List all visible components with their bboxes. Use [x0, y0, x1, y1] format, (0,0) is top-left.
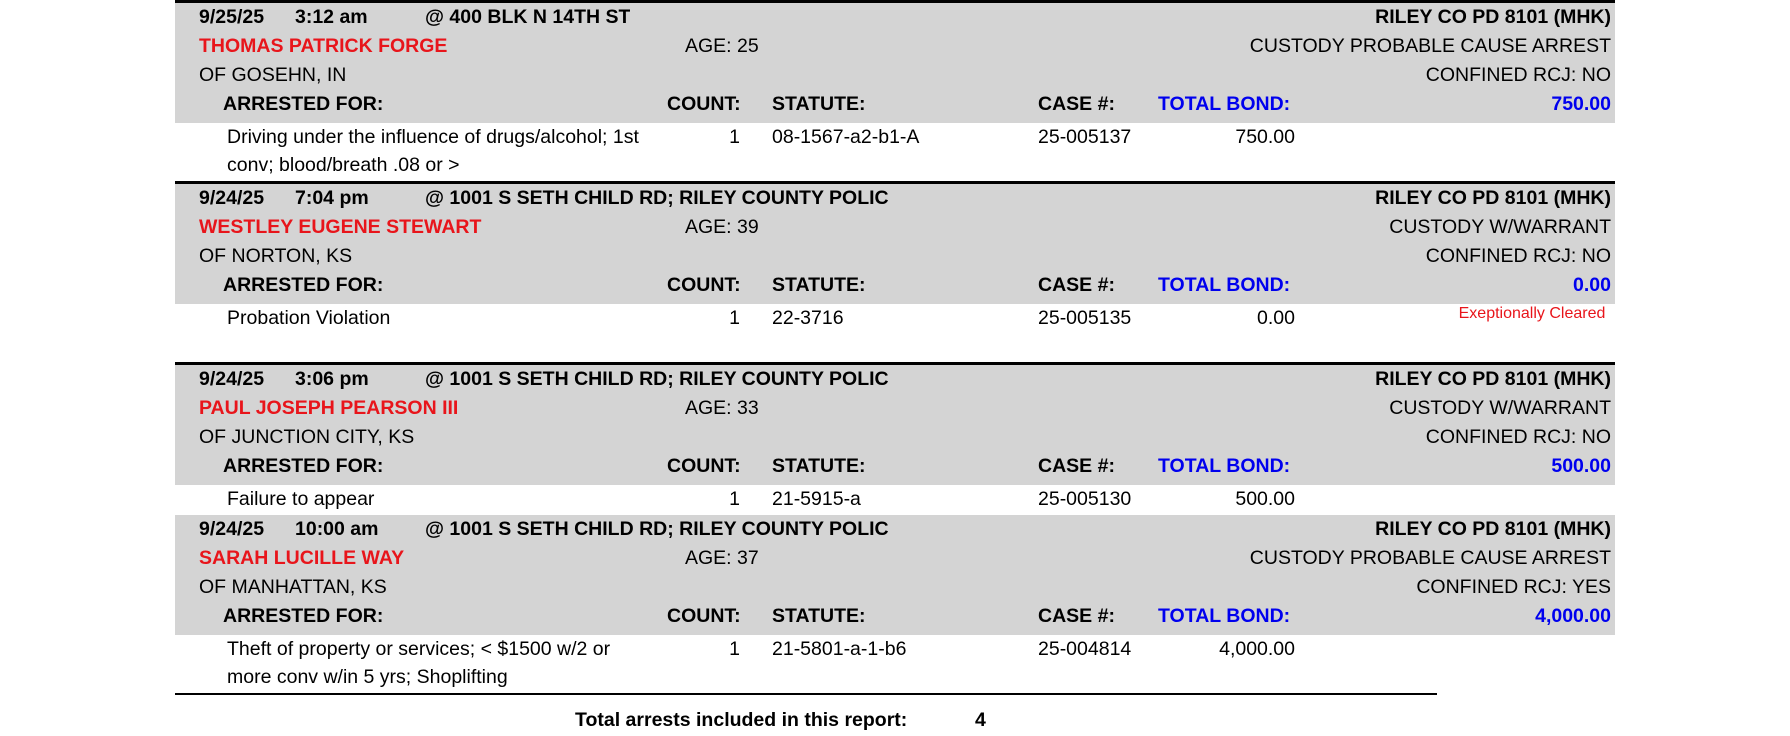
- arrestee-city: OF JUNCTION CITY, KS: [199, 426, 415, 448]
- charge-row: [175, 485, 1615, 515]
- total-bond-amount: 0.00: [1573, 274, 1611, 296]
- charge-count: 1: [729, 488, 740, 510]
- charge-statute: 21-5915-a: [772, 488, 861, 510]
- charge-case-number: 25-005137: [1038, 126, 1132, 148]
- charge-statute: 21-5801-a-1-b6: [772, 638, 907, 660]
- charge-count: 1: [729, 126, 740, 148]
- arrest-location: @ 1001 S SETH CHILD RD; RILEY COUNTY POLIC: [425, 518, 889, 540]
- label-statute: STATUTE:: [772, 455, 866, 477]
- arrest-agency: RILEY CO PD 8101 (MHK): [1375, 518, 1611, 540]
- label-total-bond: TOTAL BOND:: [1158, 455, 1291, 477]
- arrest-location: @ 1001 S SETH CHILD RD; RILEY COUNTY POLIC: [425, 368, 889, 390]
- charge-note: Exeptionally Cleared: [1458, 305, 1606, 322]
- charge-statute: 08-1567-a2-b1-A: [772, 126, 920, 148]
- arrestee-name: WESTLEY EUGENE STEWART: [199, 216, 482, 238]
- arrestee-name: THOMAS PATRICK FORGE: [199, 35, 448, 57]
- label-case: CASE #:: [1038, 455, 1115, 477]
- arrest-header: [175, 184, 1615, 304]
- arrest-time: 10:00 am: [295, 518, 379, 540]
- charge-description: Failure to appear: [227, 488, 375, 510]
- label-total-bond: TOTAL BOND:: [1158, 93, 1291, 115]
- arrest-time: 3:06 pm: [295, 368, 369, 390]
- arrest-agency: RILEY CO PD 8101 (MHK): [1375, 368, 1611, 390]
- charge-count: 1: [729, 307, 740, 329]
- arrest-type: CUSTODY W/WARRANT: [1389, 397, 1611, 419]
- arrestee-age: AGE: 37: [685, 547, 759, 569]
- total-bond-amount: 500.00: [1551, 455, 1611, 477]
- arrestee-city: OF MANHATTAN, KS: [199, 576, 387, 598]
- report-body: [175, 0, 1615, 735]
- confined-status: CONFINED RCJ: NO: [1425, 64, 1611, 86]
- charge-description: Driving under the influence of drugs/alcohol; 1st conv; blood/breath .08 or >: [227, 126, 639, 176]
- arrest-record: [175, 365, 1615, 515]
- arrest-record: [175, 184, 1615, 362]
- charge-bond: 0.00: [1257, 307, 1295, 329]
- arrestee-age: AGE: 39: [685, 216, 759, 238]
- arrestee-age: AGE: 25: [685, 35, 759, 57]
- arrest-record: [175, 3, 1615, 181]
- label-count: COUNT:: [667, 93, 741, 115]
- arrest-location: @ 400 BLK N 14TH ST: [425, 6, 631, 28]
- arrestee-city: OF NORTON, KS: [199, 245, 353, 267]
- total-bond-amount: 750.00: [1551, 93, 1611, 115]
- label-count: COUNT:: [667, 455, 741, 477]
- charge-case-number: 25-004814: [1038, 638, 1132, 660]
- confined-status: CONFINED RCJ: NO: [1425, 426, 1611, 448]
- label-arrested-for: ARRESTED FOR:: [223, 605, 384, 627]
- arrest-type: CUSTODY W/WARRANT: [1389, 216, 1611, 238]
- label-statute: STATUTE:: [772, 274, 866, 296]
- charge-bond: 4,000.00: [1219, 638, 1295, 660]
- arrest-location: @ 1001 S SETH CHILD RD; RILEY COUNTY POLIC: [425, 187, 889, 209]
- arrest-date: 9/25/25: [199, 6, 265, 28]
- arrest-header: [175, 365, 1615, 485]
- charge-case-number: 25-005130: [1038, 488, 1132, 510]
- arrestee-name: SARAH LUCILLE WAY: [199, 547, 405, 569]
- arrest-date: 9/24/25: [199, 187, 265, 209]
- label-count: COUNT:: [667, 274, 741, 296]
- charge-case-number: 25-005135: [1038, 307, 1132, 329]
- report-totals: [175, 695, 1615, 735]
- label-case: CASE #:: [1038, 274, 1115, 296]
- label-arrested-for: ARRESTED FOR:: [223, 93, 384, 115]
- arrest-type: CUSTODY PROBABLE CAUSE ARREST: [1249, 547, 1611, 569]
- label-count: COUNT:: [667, 605, 741, 627]
- label-total-bond: TOTAL BOND:: [1158, 274, 1291, 296]
- label-arrested-for: ARRESTED FOR:: [223, 455, 384, 477]
- arrest-agency: RILEY CO PD 8101 (MHK): [1375, 187, 1611, 209]
- charge-bond: 750.00: [1235, 126, 1295, 148]
- arrest-header: [175, 515, 1615, 635]
- arrest-time: 3:12 am: [295, 6, 368, 28]
- total-arrests-label: Total arrests included in this report:: [575, 709, 908, 731]
- arrestee-name: PAUL JOSEPH PEARSON III: [199, 397, 459, 419]
- arrest-type: CUSTODY PROBABLE CAUSE ARREST: [1249, 35, 1611, 57]
- charge-row: [175, 635, 1615, 693]
- charge-bond: 500.00: [1235, 488, 1295, 510]
- arrest-agency: RILEY CO PD 8101 (MHK): [1375, 6, 1611, 28]
- total-arrests-value: 4: [975, 709, 986, 731]
- charge-count: 1: [729, 638, 740, 660]
- charge-row: [175, 304, 1615, 362]
- charge-description: Theft of property or services; < $1500 w/2 or more conv w/in 5 yrs; Shoplifting: [227, 638, 611, 688]
- confined-status: CONFINED RCJ: NO: [1425, 245, 1611, 267]
- label-statute: STATUTE:: [772, 93, 866, 115]
- charge-row: [175, 123, 1615, 181]
- label-case: CASE #:: [1038, 93, 1115, 115]
- arrest-date: 9/24/25: [199, 368, 265, 390]
- arrestee-age: AGE: 33: [685, 397, 759, 419]
- label-case: CASE #:: [1038, 605, 1115, 627]
- label-total-bond: TOTAL BOND:: [1158, 605, 1291, 627]
- charge-description: Probation Violation: [227, 307, 391, 329]
- total-bond-amount: 4,000.00: [1535, 605, 1611, 627]
- arrest-date: 9/24/25: [199, 518, 265, 540]
- confined-status: CONFINED RCJ: YES: [1416, 576, 1611, 598]
- label-statute: STATUTE:: [772, 605, 866, 627]
- arrest-header: [175, 3, 1615, 123]
- charge-statute: 22-3716: [772, 307, 844, 329]
- arrestee-city: OF GOSEHN, IN: [199, 64, 347, 86]
- label-arrested-for: ARRESTED FOR:: [223, 274, 384, 296]
- arrest-record: [175, 515, 1615, 693]
- arrest-time: 7:04 pm: [295, 187, 369, 209]
